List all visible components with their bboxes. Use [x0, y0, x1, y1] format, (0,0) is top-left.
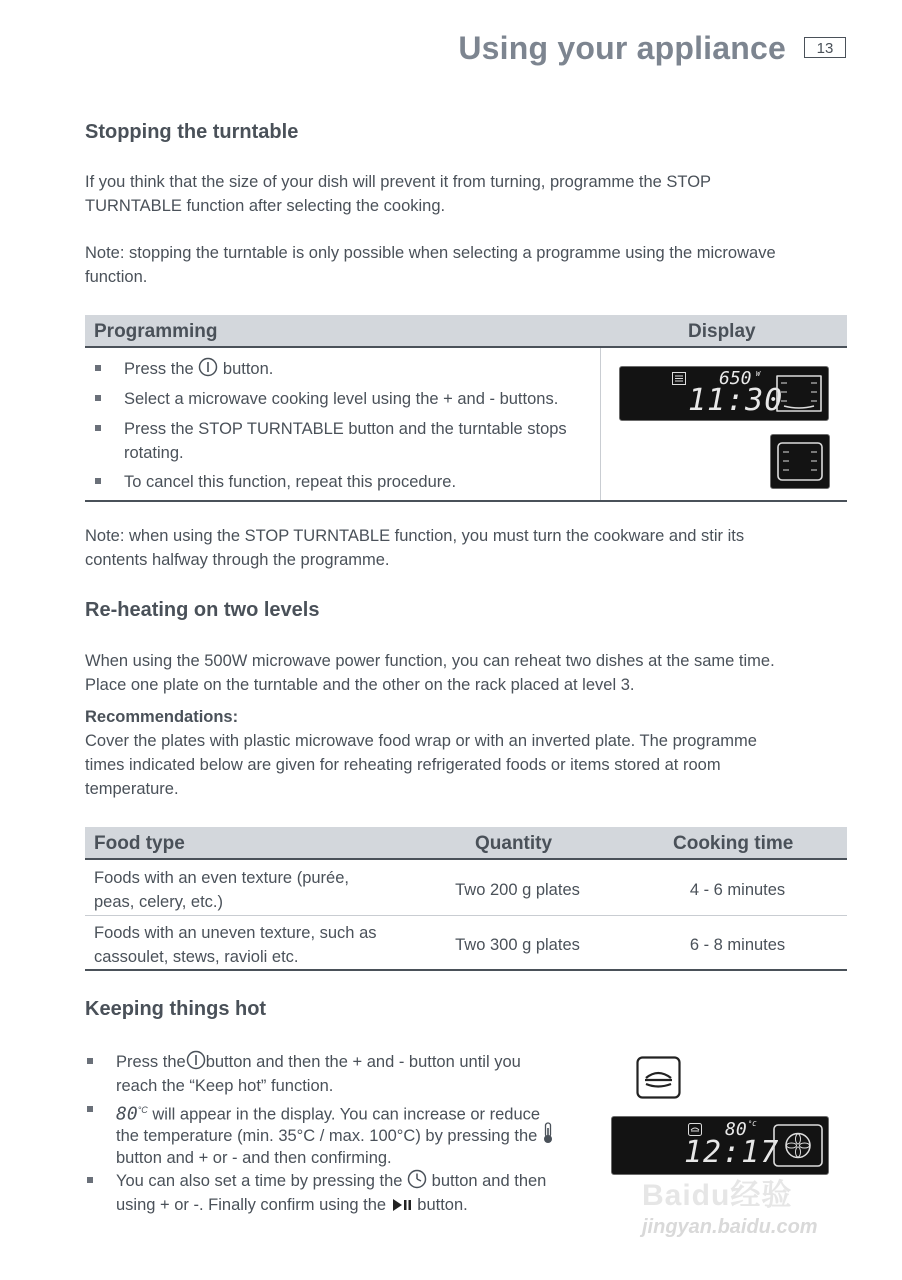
table-bottom-rule [85, 500, 847, 502]
col-cooking-time: Cooking time [673, 833, 794, 854]
watermark-brand: Baidu经验 [642, 1179, 793, 1212]
col-display: Display [688, 321, 756, 342]
fan-oven-icon [772, 1123, 824, 1168]
section-heading-stopping: Stopping the turntable [85, 121, 299, 143]
stopping-note-line1: Note: stopping the turntable is only possible when selecting a programme using the microwave [85, 244, 776, 262]
table-divider [600, 348, 601, 501]
list-item: Press the button. [124, 357, 273, 381]
watermark-url: jingyan.baidu.com [642, 1216, 818, 1238]
lcd-display-keep-hot [611, 1116, 829, 1175]
microwave-mode-icon [672, 372, 686, 385]
oven-cavity-stopped-icon [775, 440, 825, 483]
list-item-continuation: using + or -. Finally confirm using the button. [116, 1196, 468, 1214]
thermometer-icon [542, 1122, 554, 1144]
play-pause-icon [391, 1197, 413, 1213]
page-title: Using your appliance [458, 30, 786, 66]
keep-hot-mode-icon [636, 1056, 681, 1099]
reheating-para-line1: When using the 500W microwave power function, you can reheat two dishes at the same time. [85, 652, 775, 670]
power-button-icon [198, 357, 218, 377]
list-item: $80^{^\circ C}$ will appear in the display. You can increase or reduce [116, 1098, 540, 1127]
display-power: 650 [719, 368, 752, 389]
table-cell-quantity: Two 200 g plates [455, 881, 580, 899]
list-item: Press the STOP TURNTABLE button and the turntable stops [124, 417, 567, 441]
stopping-para-line2: TURNTABLE function after selecting the cooking. [85, 197, 446, 215]
list-item-continuation: the temperature (min. 35°C / max. 100°C) by pressing the [116, 1122, 554, 1148]
food-table-header [85, 827, 847, 860]
display-time: 12:17 [684, 1135, 780, 1170]
stopping-para-line1: If you think that the size of your dish will prevent it from turning, programme the STOP [85, 173, 712, 191]
section-heading-keeping: Keeping things hot [85, 998, 267, 1020]
table-cell-food: cassoulet, stews, ravioli etc. [94, 948, 299, 966]
table-cell-food: Foods with an uneven texture, such as [94, 924, 377, 942]
recommendations-label: Recommendations: [85, 708, 239, 726]
stopping-note-line2: function. [85, 268, 148, 286]
col-programming: Programming [94, 321, 218, 342]
list-item: Press the button and then the + and - button until you [116, 1050, 521, 1074]
table-cell-food: peas, celery, etc.) [94, 893, 223, 911]
table-cell-food: Foods with an even texture (purée, [94, 869, 349, 887]
temp-readout: 80 [116, 1103, 138, 1125]
list-item: Select a microwave cooking level using the + and - buttons. [124, 387, 558, 411]
programming-table-header [85, 315, 847, 348]
lcd-display-turntable-stopped [770, 434, 830, 489]
list-item-continuation: rotating. [124, 444, 184, 462]
recommendations-line2: times indicated below are given for reheating refrigerated foods or items stored at room [85, 756, 721, 774]
display-power-unit: W [756, 370, 761, 378]
table-row-divider [85, 915, 847, 916]
table-cell-time: 4 - 6 minutes [689, 881, 786, 899]
table-cell-time: 6 - 8 minutes [689, 936, 786, 954]
list-item-continuation: button and + or - and then confirming. [116, 1149, 392, 1167]
list-item: You can also set a time by pressing the button and then [116, 1169, 546, 1193]
display-temp-unit: °C [748, 1120, 757, 1128]
display-time: 11:30 [688, 383, 784, 418]
list-item: To cancel this function, repeat this procedure. [124, 470, 456, 494]
power-button-icon [186, 1050, 206, 1070]
clock-icon [407, 1169, 427, 1189]
display-temp: 80 [725, 1119, 747, 1140]
col-quantity: Quantity [475, 833, 553, 854]
table-cell-quantity: Two 300 g plates [455, 936, 580, 954]
list-item-continuation: reach the “Keep hot” function. [116, 1077, 334, 1095]
recommendations-line3: temperature. [85, 780, 179, 798]
oven-cavity-icon [774, 373, 824, 414]
stopping-note2-line2: contents halfway through the programme. [85, 551, 390, 569]
table-bottom-rule [85, 969, 847, 971]
col-food-type: Food type [94, 833, 185, 854]
stopping-note2-line1: Note: when using the STOP TURNTABLE function, you must turn the cookware and stir its [85, 527, 745, 545]
recommendations-line1: Cover the plates with plastic microwave food wrap or with an inverted plate. The programme [85, 732, 757, 750]
page-number: 13 [804, 37, 846, 58]
section-heading-reheating: Re-heating on two levels [85, 599, 320, 621]
reheating-para-line2: Place one plate on the turntable and the other on the rack placed at level 3. [85, 676, 635, 694]
lcd-display-turntable [619, 366, 829, 421]
